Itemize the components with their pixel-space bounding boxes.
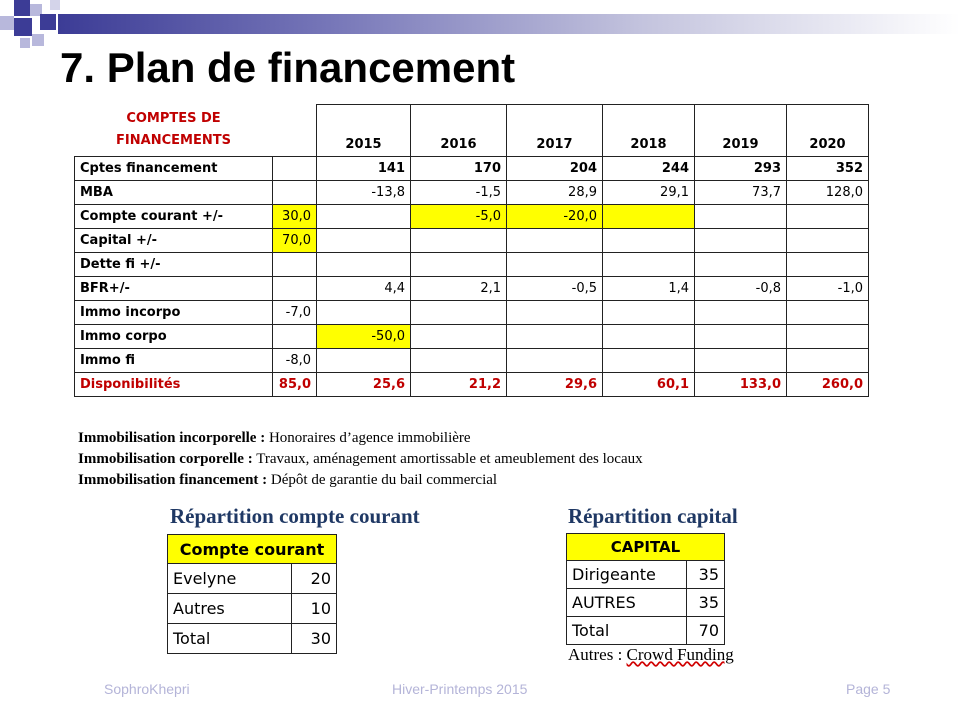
value-cell: -1,0	[787, 276, 869, 300]
table-row	[75, 156, 869, 180]
capital-header: CAPITAL	[567, 534, 725, 561]
value-cell	[603, 204, 695, 228]
value-cell	[695, 348, 787, 372]
name-cell: Evelyne	[168, 564, 292, 594]
table-header-row	[75, 105, 869, 157]
capital-header-row	[567, 534, 725, 561]
value-cell: 4,4	[317, 276, 411, 300]
table-row	[75, 252, 869, 276]
crowd-funding-text: Crowd Funding	[626, 645, 734, 664]
value-cell	[411, 348, 507, 372]
value-cell	[695, 252, 787, 276]
value-cell	[787, 300, 869, 324]
footer-left: SophroKhepri	[104, 681, 190, 697]
value-cell: 35	[687, 561, 725, 589]
value-cell	[507, 348, 603, 372]
table-row	[168, 564, 337, 594]
row-label: Cptes financement	[75, 156, 273, 180]
value-cell: 60,1	[603, 372, 695, 396]
value-cell	[695, 204, 787, 228]
value-cell: 29,6	[507, 372, 603, 396]
table-row	[75, 324, 869, 348]
value-cell: 20	[292, 564, 337, 594]
initial-cell	[273, 156, 317, 180]
value-cell: -0,5	[507, 276, 603, 300]
value-cell	[317, 300, 411, 324]
value-cell	[317, 252, 411, 276]
value-cell	[787, 204, 869, 228]
value-cell: -20,0	[507, 204, 603, 228]
compte-courant-header-row	[168, 535, 337, 564]
value-cell	[507, 228, 603, 252]
row-label: Immo incorpo	[75, 300, 273, 324]
value-cell	[787, 252, 869, 276]
year-header: 2019	[695, 105, 787, 157]
year-header: 2020	[787, 105, 869, 157]
value-cell: 29,1	[603, 180, 695, 204]
value-cell: 70	[687, 617, 725, 645]
compte-courant-header: Compte courant	[168, 535, 337, 564]
table-row	[75, 204, 869, 228]
value-cell	[603, 300, 695, 324]
value-cell: 30	[292, 624, 337, 654]
year-header: 2015	[317, 105, 411, 157]
value-cell: 244	[603, 156, 695, 180]
note-line: Immobilisation corporelle : Travaux, aménagement amortissable et ameublement des locaux	[78, 451, 643, 467]
value-cell: 352	[787, 156, 869, 180]
note-line: Immobilisation incorporelle : Honoraires d’agence immobilière	[78, 430, 471, 446]
table-row	[168, 594, 337, 624]
value-cell	[507, 300, 603, 324]
table-header-spacer	[273, 105, 317, 157]
slide-title: 7. Plan de financement	[60, 44, 516, 91]
row-label: BFR+/-	[75, 276, 273, 300]
table-row	[567, 617, 725, 645]
value-cell	[411, 300, 507, 324]
value-cell	[317, 228, 411, 252]
value-cell: 2,1	[411, 276, 507, 300]
value-cell: 128,0	[787, 180, 869, 204]
value-cell: -1,5	[411, 180, 507, 204]
row-label: Immo fi	[75, 348, 273, 372]
header-gradient-bar	[58, 14, 960, 34]
value-cell	[317, 348, 411, 372]
value-cell: -50,0	[317, 324, 411, 348]
table-row	[75, 300, 869, 324]
row-label: Disponibilités	[75, 372, 273, 396]
value-cell	[411, 252, 507, 276]
name-cell: AUTRES	[567, 589, 687, 617]
value-cell: 170	[411, 156, 507, 180]
initial-cell: 85,0	[273, 372, 317, 396]
initial-cell: -8,0	[273, 348, 317, 372]
footer-page-number: Page 5	[846, 681, 891, 697]
value-cell	[317, 204, 411, 228]
value-cell	[695, 228, 787, 252]
year-header: 2016	[411, 105, 507, 157]
value-cell	[411, 324, 507, 348]
value-cell: 25,6	[317, 372, 411, 396]
value-cell	[695, 300, 787, 324]
value-cell: 35	[687, 589, 725, 617]
row-label: Dette fi +/-	[75, 252, 273, 276]
initial-cell	[273, 180, 317, 204]
value-cell: 1,4	[603, 276, 695, 300]
initial-cell: 30,0	[273, 204, 317, 228]
table-row-total	[75, 372, 869, 396]
value-cell: 133,0	[695, 372, 787, 396]
table-row	[75, 348, 869, 372]
name-cell: Dirigeante	[567, 561, 687, 589]
notes-block	[78, 428, 643, 491]
compte-courant-title: Répartition compte courant	[170, 504, 420, 528]
value-cell	[603, 348, 695, 372]
value-cell: 293	[695, 156, 787, 180]
value-cell	[603, 252, 695, 276]
value-cell: 260,0	[787, 372, 869, 396]
row-label: Immo corpo	[75, 324, 273, 348]
table-row	[75, 276, 869, 300]
row-label: MBA	[75, 180, 273, 204]
value-cell	[507, 324, 603, 348]
initial-cell	[273, 324, 317, 348]
value-cell: -13,8	[317, 180, 411, 204]
table-row	[75, 228, 869, 252]
initial-cell	[273, 252, 317, 276]
table-header-label: COMPTES DE FINANCEMENTS	[116, 110, 231, 148]
table-row	[567, 589, 725, 617]
value-cell	[603, 324, 695, 348]
capital-title: Répartition capital	[568, 504, 738, 528]
initial-cell	[273, 276, 317, 300]
table-row	[168, 624, 337, 654]
capital-note: Autres : Crowd Funding	[568, 645, 734, 664]
value-cell: 204	[507, 156, 603, 180]
initial-cell: 70,0	[273, 228, 317, 252]
name-cell: Autres	[168, 594, 292, 624]
value-cell: 10	[292, 594, 337, 624]
value-cell	[787, 324, 869, 348]
row-label: Compte courant +/-	[75, 204, 273, 228]
value-cell	[787, 228, 869, 252]
note-line: Immobilisation financement : Dépôt de garantie du bail commercial	[78, 472, 498, 488]
value-cell: 28,9	[507, 180, 603, 204]
value-cell	[603, 228, 695, 252]
row-label: Capital +/-	[75, 228, 273, 252]
financing-table	[74, 104, 869, 397]
compte-courant-table	[167, 534, 337, 654]
year-header: 2017	[507, 105, 603, 157]
value-cell	[507, 252, 603, 276]
value-cell	[787, 348, 869, 372]
year-header: 2018	[603, 105, 695, 157]
initial-cell: -7,0	[273, 300, 317, 324]
table-row	[75, 180, 869, 204]
name-cell: Total	[567, 617, 687, 645]
value-cell: 21,2	[411, 372, 507, 396]
name-cell: Total	[168, 624, 292, 654]
capital-table	[566, 533, 725, 645]
value-cell: -0,8	[695, 276, 787, 300]
table-row	[567, 561, 725, 589]
value-cell: 141	[317, 156, 411, 180]
footer-center: Hiver-Printemps 2015	[392, 681, 528, 697]
value-cell	[411, 228, 507, 252]
value-cell: 73,7	[695, 180, 787, 204]
value-cell: -5,0	[411, 204, 507, 228]
value-cell	[695, 324, 787, 348]
